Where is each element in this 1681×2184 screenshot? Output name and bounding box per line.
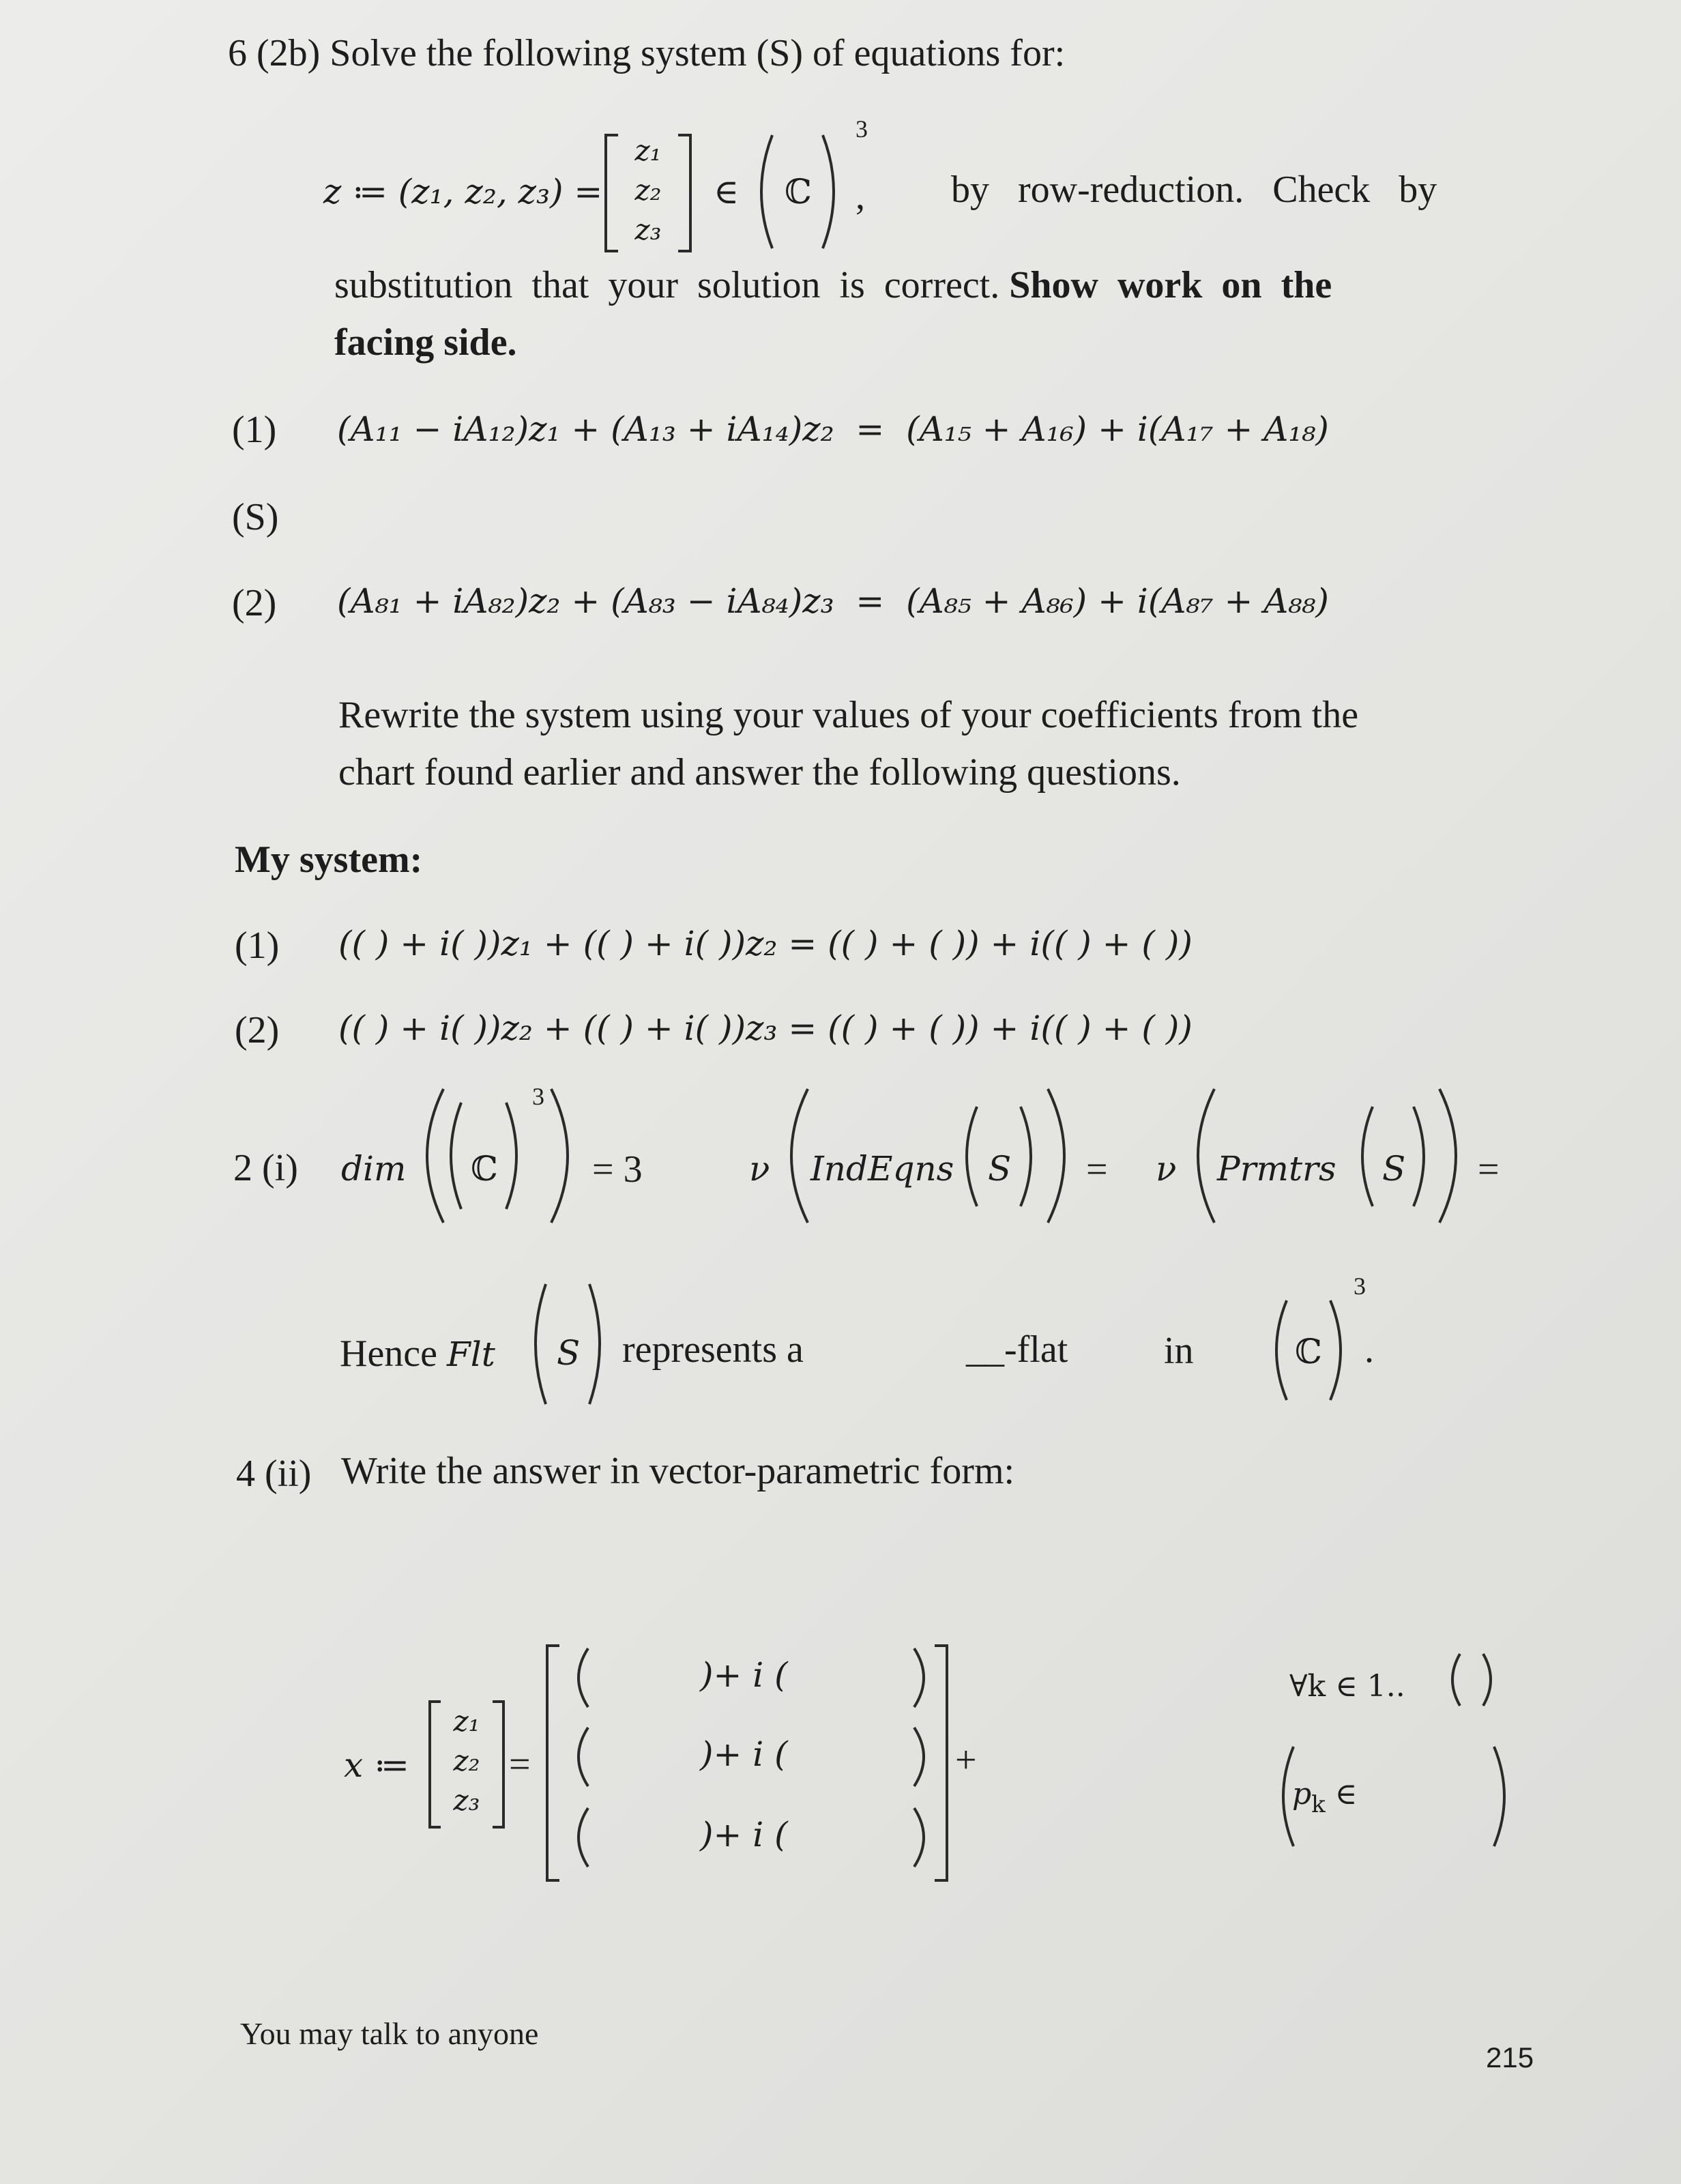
instruction-line-3: facing side. xyxy=(334,321,517,364)
dim-exponent: 3 xyxy=(532,1083,544,1110)
x-right-bracket xyxy=(493,1700,505,1829)
my-eq1-label: (1) xyxy=(235,924,280,967)
indeqns-equals: = xyxy=(1086,1148,1108,1191)
row3-right-paren-icon xyxy=(910,1807,937,1868)
my-eq2-label: (2) xyxy=(235,1009,280,1051)
nu-right-paren-icon xyxy=(1042,1088,1083,1224)
s-right-paren-icon xyxy=(1017,1105,1044,1208)
system-s-label: (S) xyxy=(232,496,279,538)
nu2-left-paren-icon xyxy=(1179,1088,1220,1224)
x-definition: x ≔ xyxy=(344,1745,409,1785)
z-column-vector xyxy=(614,131,682,250)
forall-right-paren-icon xyxy=(1480,1652,1501,1707)
row1-right-paren-icon xyxy=(910,1647,937,1708)
nu-left-paren-icon xyxy=(772,1088,813,1224)
exponent-3: 3 xyxy=(856,115,868,143)
hence-line xyxy=(340,1332,495,1375)
dim-value: = 3 xyxy=(592,1148,643,1191)
pk-subscript: k xyxy=(1311,1791,1326,1818)
flt-left-paren-icon xyxy=(523,1283,550,1406)
eq2-label: (2) xyxy=(232,582,277,624)
left-paren-icon xyxy=(749,134,776,250)
row3-left-paren-icon xyxy=(565,1807,592,1868)
part-i-label: 2 (i) xyxy=(233,1147,298,1189)
page-number: 215 xyxy=(1486,2041,1534,2073)
prmtrs-equals: = xyxy=(1478,1148,1500,1191)
part-ii-text: Write the answer in vector-parametric form: xyxy=(341,1450,1015,1492)
right-bracket xyxy=(678,134,692,252)
in-period: . xyxy=(1364,1328,1374,1371)
complex-field-symbol: ℂ xyxy=(785,172,812,212)
in-text: in xyxy=(1164,1330,1194,1372)
pk-text xyxy=(1292,1777,1357,1818)
forall-k-text: ∀k ∈ 1.. xyxy=(1289,1669,1405,1704)
answer-right-bracket xyxy=(935,1644,948,1882)
represents-text: represents a xyxy=(622,1328,804,1371)
system-eq1: (A₁₁ − iA₁₂)z₁ + (A₁₃ + iA₁₄)z₂ = (A₁₅ + A₁₆) + i(A₁₇ + A₁₈) xyxy=(337,409,1329,449)
part-ii-label: 4 (ii) xyxy=(236,1453,312,1495)
nu-symbol-2: ν xyxy=(1156,1149,1177,1189)
nu-symbol-1: ν xyxy=(749,1149,770,1189)
system-eq2: (A₈₁ + iA₈₂)z₂ + (A₈₃ − iA₈₄)z₃ = (A₈₅ + A₈₆) + i(A₈₇ + A₈₈) xyxy=(337,581,1329,621)
z-definition: z ≔ (z₁, z₂, z₃) = xyxy=(323,172,603,212)
flt-right-paren-icon xyxy=(585,1283,613,1406)
row2-right-paren-icon xyxy=(910,1726,937,1788)
x-entry-z2: z₂ xyxy=(453,1744,480,1777)
s2-right-paren-icon xyxy=(1409,1105,1437,1208)
s-left-paren-icon xyxy=(954,1105,981,1208)
pk-p: p xyxy=(1292,1777,1312,1811)
my-system-eq2: (( ) + i( ))z₂ + (( ) + i( ))z₃ = (( ) + ( )) + i(( ) + ( )) xyxy=(338,1008,1193,1048)
outer-right-paren-icon xyxy=(546,1088,587,1224)
s2-left-paren-icon xyxy=(1349,1105,1377,1208)
in-field-symbol: ℂ xyxy=(1295,1332,1322,1371)
in-left-paren-icon xyxy=(1263,1299,1291,1401)
vector-entry-z1: z₁ xyxy=(634,134,662,167)
row2-left-paren-icon xyxy=(565,1726,592,1788)
inner-right-paren-icon xyxy=(502,1101,529,1210)
flat-text: __-flat xyxy=(966,1328,1068,1371)
dim-field-symbol: ℂ xyxy=(471,1149,498,1189)
vector-entry-z2: z₂ xyxy=(634,173,662,207)
eq1-label: (1) xyxy=(232,409,277,451)
flt-s: S xyxy=(557,1333,581,1373)
prmtrs-text: Prmtrs xyxy=(1217,1149,1336,1189)
in-exponent: 3 xyxy=(1354,1272,1366,1300)
instruction-line-2 xyxy=(334,263,1332,307)
x-equals: = xyxy=(509,1743,531,1786)
answer-left-bracket xyxy=(546,1644,559,1882)
answer-row-2: )+ i ( xyxy=(700,1734,788,1774)
indeqns-text: IndEqns xyxy=(810,1149,954,1189)
problem-heading: 6 (2b) Solve the following system (S) of equations for: xyxy=(228,32,1066,74)
answer-row-1: )+ i ( xyxy=(700,1655,788,1695)
right-paren-icon xyxy=(819,134,846,250)
inner-left-paren-icon xyxy=(438,1101,465,1210)
nu2-right-paren-icon xyxy=(1434,1088,1475,1224)
in-right-paren-icon xyxy=(1326,1299,1354,1401)
row1-left-paren-icon xyxy=(565,1647,592,1708)
footer-note: You may talk to anyone xyxy=(240,2016,539,2051)
instruction-bold: Show work on the xyxy=(1009,264,1332,306)
by-row-reduction-text: by row-reduction. Check by xyxy=(951,169,1437,211)
answer-plus: + xyxy=(955,1739,977,1781)
hence-text: Hence xyxy=(340,1333,448,1375)
instruction-text: substitution that your solution is correct. xyxy=(334,264,1010,306)
pk-in: ∈ xyxy=(1325,1777,1358,1811)
pk-right-paren-icon xyxy=(1490,1745,1517,1848)
answer-row-3: )+ i ( xyxy=(700,1815,788,1854)
forall-left-paren-icon xyxy=(1442,1652,1463,1707)
x-entry-z3: z₃ xyxy=(453,1783,480,1817)
my-system-eq1: (( ) + i( ))z₁ + (( ) + i( ))z₂ = (( ) + ( )) + i(( ) + ( )) xyxy=(338,924,1193,963)
element-of-symbol: ∈ xyxy=(714,172,740,212)
x-column-vector xyxy=(434,1702,499,1820)
my-system-title: My system: xyxy=(235,839,423,881)
vector-entry-z3: z₃ xyxy=(634,213,662,246)
flt-text: Flt xyxy=(447,1335,495,1374)
indeqns-s: S xyxy=(988,1149,1012,1189)
prmtrs-s: S xyxy=(1382,1149,1406,1189)
rewrite-line-2: chart found earlier and answer the following questions. xyxy=(338,751,1181,793)
x-entry-z1: z₁ xyxy=(453,1704,480,1738)
dim-text: dim xyxy=(341,1149,407,1189)
rewrite-line-1: Rewrite the system using your values of your coefficients from the xyxy=(338,694,1359,736)
comma: , xyxy=(856,175,865,218)
